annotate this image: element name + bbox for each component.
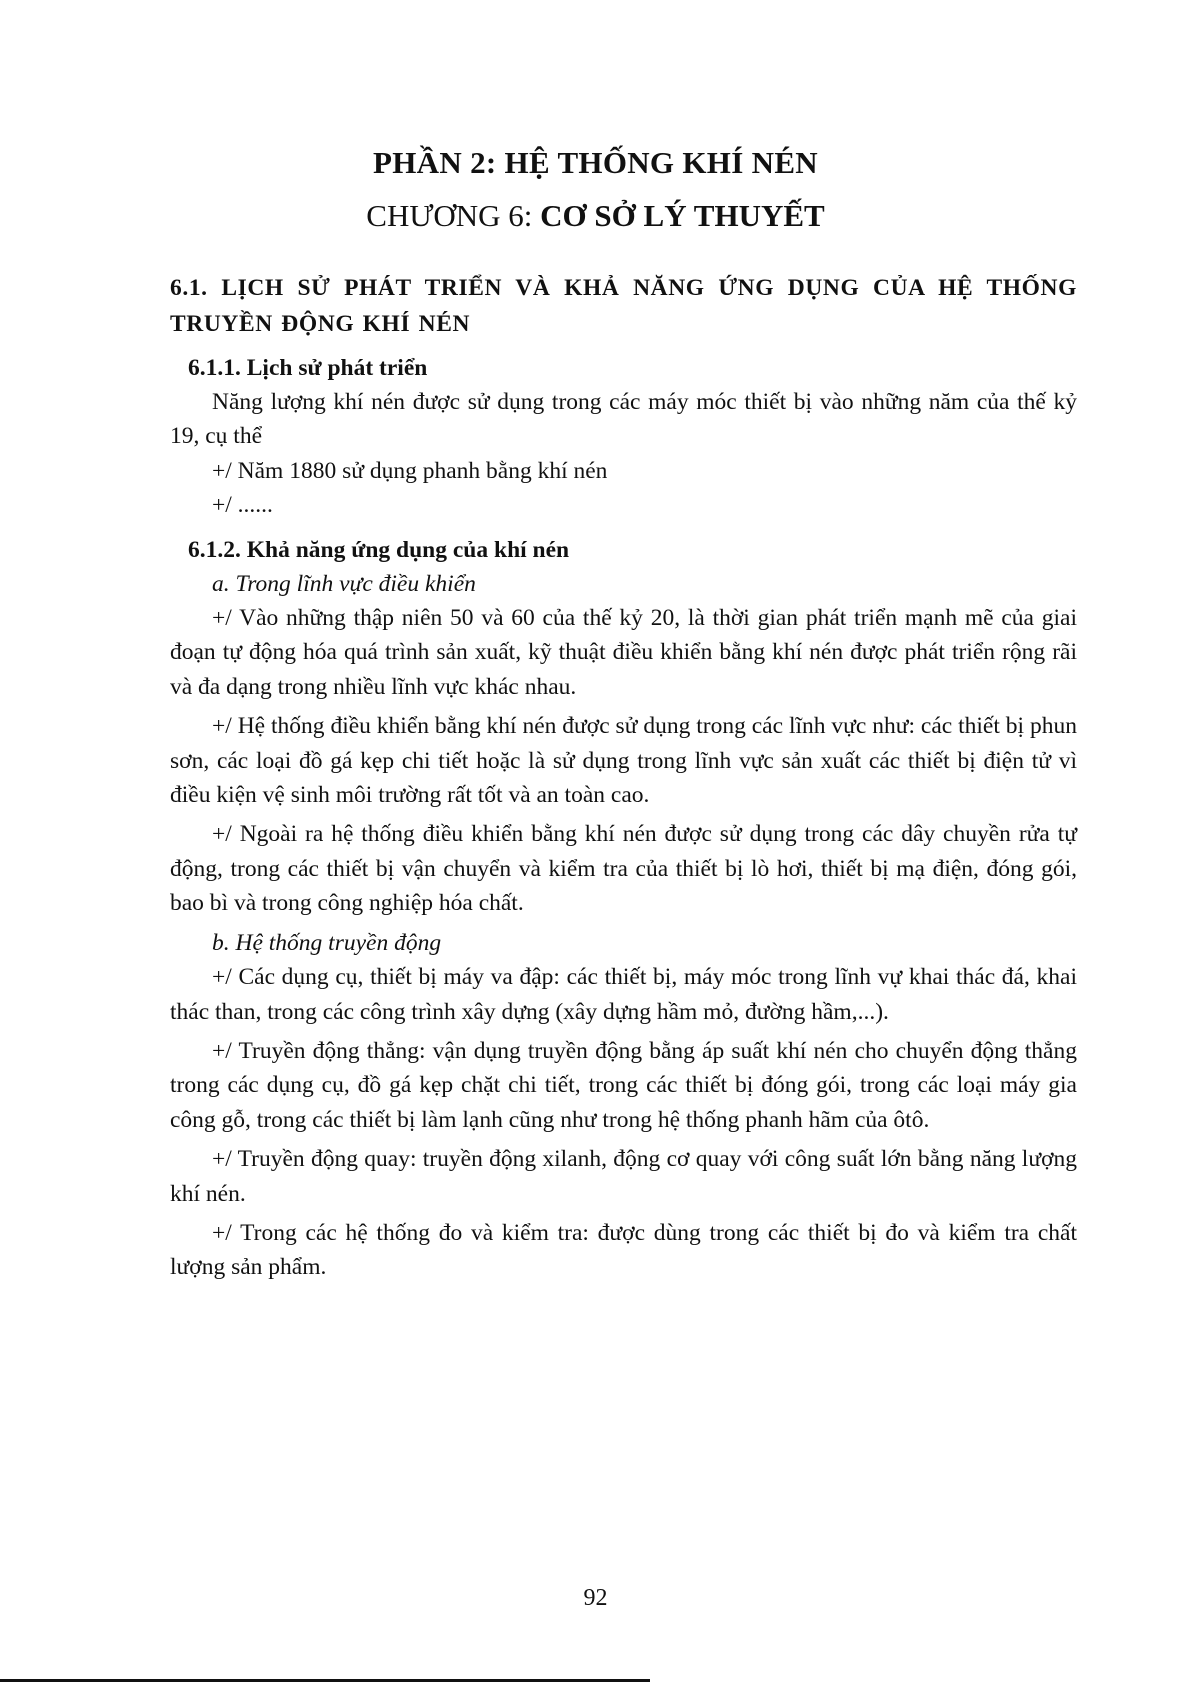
transmission-paragraph: +/ Các dụng cụ, thiết bị máy va đập: các thiết bị, máy móc trong lĩnh vự khai thác đá, khai thác than, trong các công trình xây dựng (xây dựng hầm mỏ, đường hầm,...). xyxy=(170,964,1077,1025)
control-paragraph: +/ Hệ thống điều khiển bằng khí nén được sử dụng trong các lĩnh vực như: các thiết bị phun sơn, các loại đồ gá kẹp chi tiết hoặc là sử dụng trong lĩnh vực sản xuất các thiết bị điện tử vì điều kiện vệ sinh môi trường rất tốt và an toàn cao. xyxy=(170,713,1077,809)
history-item: +/ ...... xyxy=(212,492,273,519)
chapter-name: CƠ SỞ LÝ THUYẾT xyxy=(540,198,825,233)
subsection-heading-6-1-2: 6.1.2. Khả năng ứng dụng của khí nén xyxy=(188,536,570,563)
part-b-title: b. Hệ thống truyền động xyxy=(212,929,442,956)
transmission-paragraph: +/ Truyền động quay: truyền động xilanh, động cơ quay với công suất lớn bằng năng lượng khí nén. xyxy=(170,1146,1077,1207)
subsection-heading-6-1-1: 6.1.1. Lịch sử phát triển xyxy=(188,355,428,381)
control-paragraph: +/ Ngoài ra hệ thống điều khiển bằng khí nén được sử dụng trong các dây chuyền rửa tự động, trong các thiết bị vận chuyển và kiểm tra của thiết bị lò hơi, thiết bị mạ điện, đóng gói, bao bì và trong công nghiệp hóa chất. xyxy=(170,821,1077,917)
chapter-prefix: CHƯƠNG 6: xyxy=(366,198,541,233)
bottom-rule xyxy=(0,1679,650,1682)
page-content xyxy=(170,270,1077,1285)
transmission-paragraph: +/ Truyền động thẳng: vận dụng truyền động bằng áp suất khí nén cho chuyển động thẳng trong các dụng cụ, đồ gá kẹp chặt chi tiết, trong các thiết bị đóng gói, trong các loại máy gia công gỗ, trong các thiết bị làm lạnh cũng như trong hệ thống phanh hãm của ôtô. xyxy=(170,1037,1077,1133)
part-a-title: a. Trong lĩnh vực điều khiển xyxy=(212,570,476,597)
part-title: PHẦN 2: HỆ THỐNG KHÍ NÉN xyxy=(373,145,818,180)
section-heading-6-1: 6.1. LỊCH SỬ PHÁT TRIỂN VÀ KHẢ NĂNG ỨNG DỤNG CỦA HỆ THỐNG TRUYỀN ĐỘNG KHÍ NÉN xyxy=(170,275,1077,337)
history-intro-paragraph: Năng lượng khí nén được sử dụng trong các máy móc thiết bị vào những năm của thế kỷ 19, cụ thể xyxy=(170,389,1077,450)
page-number: 92 xyxy=(583,1585,608,1611)
control-paragraph: +/ Vào những thập niên 50 và 60 của thế kỷ 20, là thời gian phát triển mạnh mẽ của giai đoạn tự động hóa quá trình sản xuất, kỹ thuật điều khiển bằng khí nén được phát triển rộng rãi và đa dạng trong nhiều lĩnh vực khác nhau. xyxy=(170,605,1077,700)
history-item: +/ Năm 1880 sử dụng phanh bằng khí nén xyxy=(212,457,608,484)
chapter-title xyxy=(0,196,1191,236)
transmission-paragraph: +/ Trong các hệ thống đo và kiểm tra: được dùng trong các thiết bị đo và kiểm tra chất lượng sản phẩm. xyxy=(170,1219,1077,1281)
